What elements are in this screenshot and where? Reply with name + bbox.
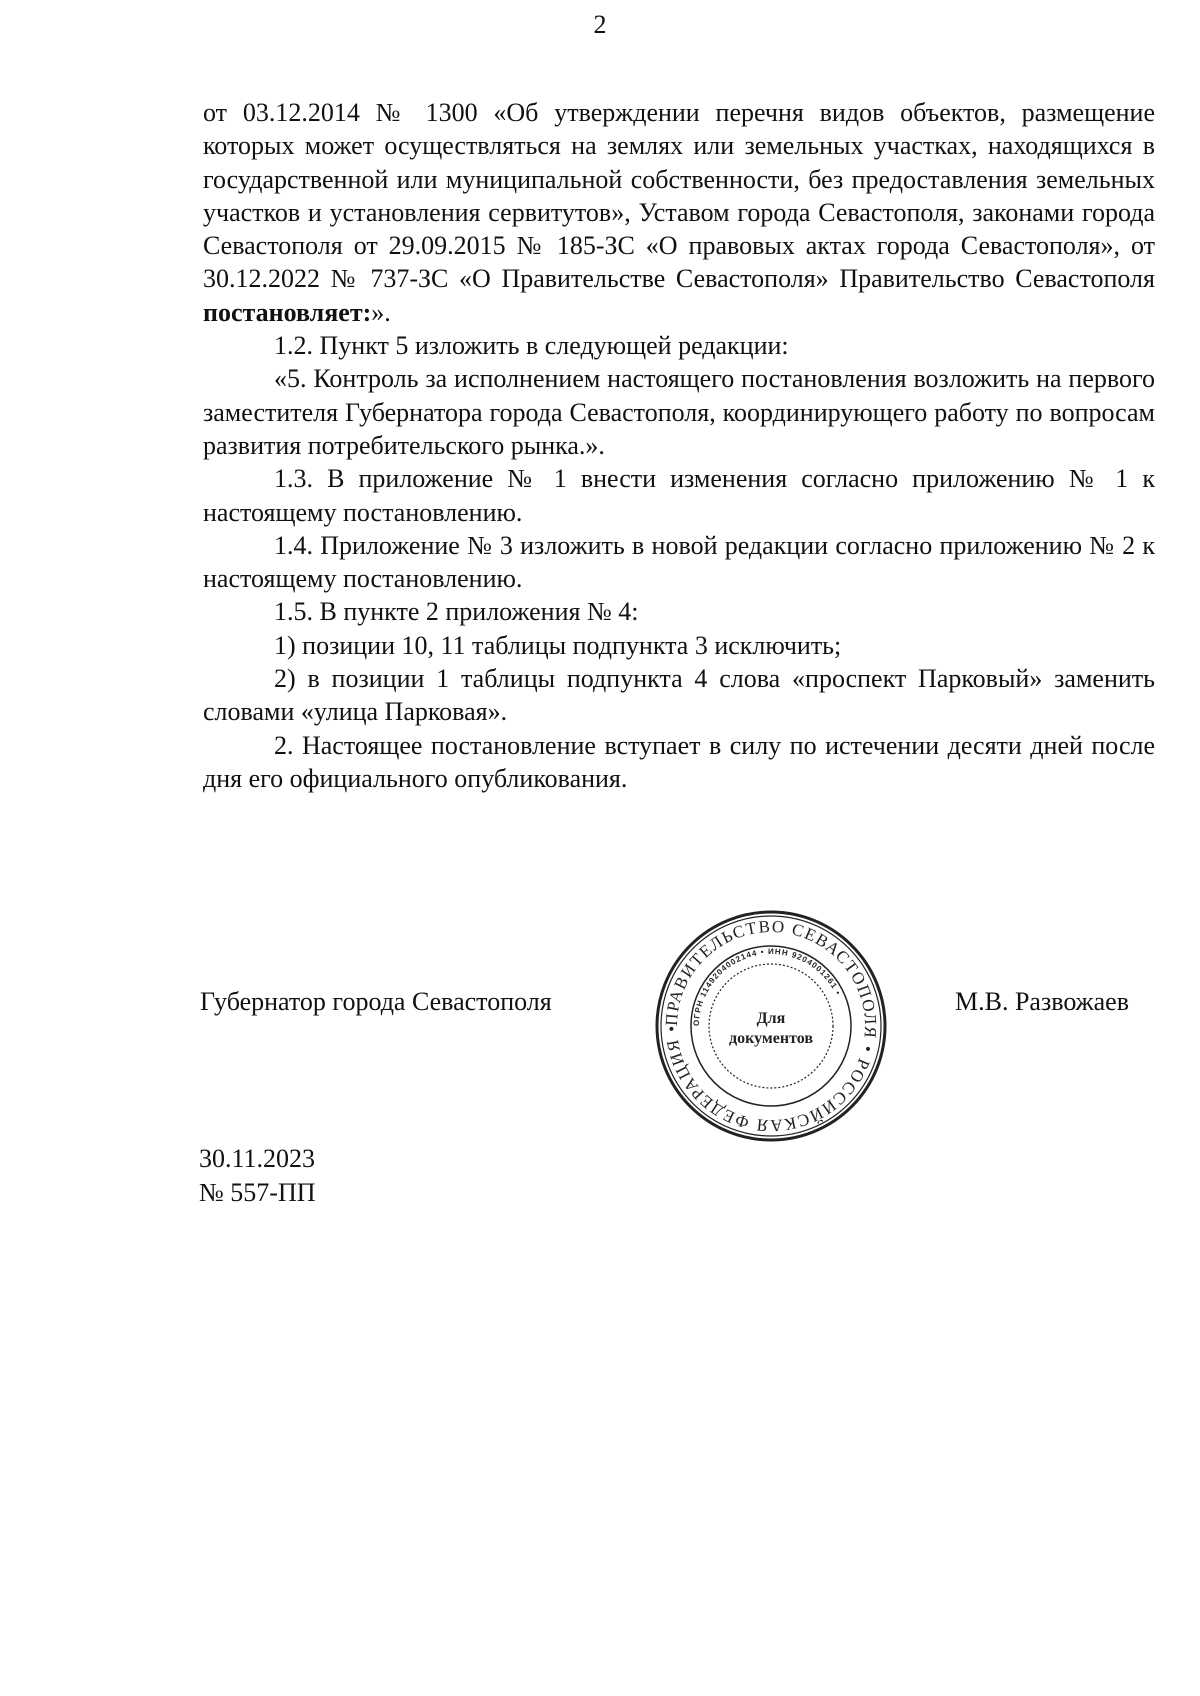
document-meta [199, 1142, 316, 1210]
seal-center-line-2: документов [729, 1030, 813, 1047]
intro-bold-text: постановляет: [203, 297, 372, 327]
signatory-title: Губернатор города Севастополя [200, 987, 552, 1016]
document-date: 30.11.2023 [199, 1144, 316, 1173]
seal-outer-text: ПРАВИТЕЛЬСТВО СЕВАСТОПОЛЯ • РОССИЙСКАЯ ФЕДЕРАЦИЯ • [661, 916, 881, 1136]
official-seal [653, 908, 889, 1144]
paragraph-1-5-item-1: 1) позиции 10, 11 таблицы подпункта 3 исключить; [274, 630, 842, 660]
page-number: 2 [593, 10, 607, 39]
seal-center-line-1: Для [756, 1010, 786, 1027]
signatory-name: М.В. Развожаев [955, 987, 1130, 1016]
paragraph-1-5-item-2: 2) в позиции 1 таблицы подпункта 4 слова «проспект Парковый» заменить словами «улица Парковая». [203, 664, 1155, 727]
intro-end-text: ». [371, 297, 391, 327]
intro-text: от 03.12.2014 № 1300 «Об утверждении перечня видов объектов, размещение которых может осуществляться на землях или земельных участках, находящихся в государственной или муниципальной собственности, без предоставления земельных участков и установления сервитутов», Уставом города Севастополя, законами города Севастополя от 29.09.2015 № 185-ЗС «О правовых актах города Севастополя», от 30.12.2022 № 737-ЗС «О Правительстве Севастополя» Правительство Севастополя [203, 98, 1155, 294]
paragraph-2: 2. Настоящее постановление вступает в силу по истечении десяти дней после дня его официального опубликования. [203, 730, 1155, 793]
paragraph-1-2: 1.2. Пункт 5 изложить в следующей редакции: [274, 331, 789, 361]
document-number: № 557-ПП [199, 1178, 316, 1207]
paragraph-1-5: 1.5. В пункте 2 приложения № 4: [274, 597, 639, 627]
paragraph-1-3: 1.3. В приложение № 1 внести изменения согласно приложению № 1 к настоящему постановлению. [203, 464, 1155, 527]
seal-inner-text: ОГРН 1149204002144 • ИНН 9204001261 • [691, 946, 843, 1027]
intro-paragraph [203, 96, 1155, 329]
document-body [203, 96, 1155, 795]
paragraph-1-4: 1.4. Приложение № 3 изложить в новой редакции согласно приложению № 2 к настоящему постановлению. [203, 530, 1155, 594]
paragraph-1-2-quote: «5. Контроль за исполнением настоящего постановления возложить на первого заместителя Губернатора города Севастополя, координирующего работу по вопросам развития потребительского рынка.». [203, 364, 1155, 460]
